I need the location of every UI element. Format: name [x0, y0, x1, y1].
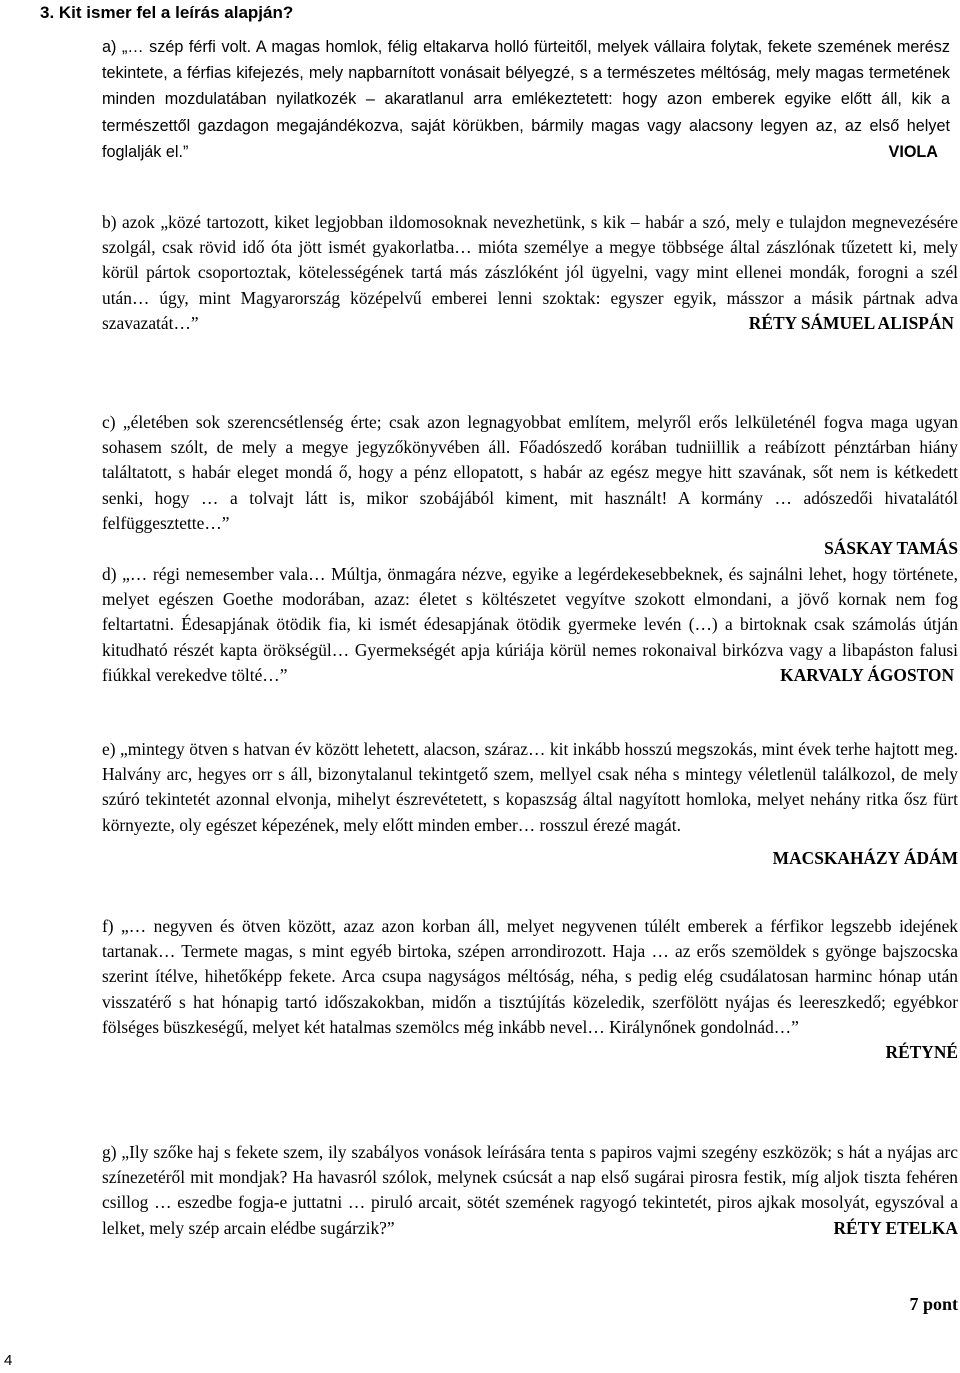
entry-e-name: MACSKAHÁZY ÁDÁM	[772, 847, 958, 868]
points-label: 7 pont	[909, 1294, 958, 1314]
entry-e	[102, 737, 958, 871]
entry-f-name: RÉTYNÉ	[885, 1042, 958, 1063]
entry-c-name: SÁSKAY TAMÁS	[824, 538, 958, 559]
entry-g-name: RÉTY ETELKA	[833, 1217, 958, 1238]
entry-a	[102, 34, 950, 165]
question-heading: 3. Kit ismer fel a leírás alapján?	[40, 3, 294, 22]
entry-b	[102, 210, 958, 336]
entry-d	[102, 562, 958, 688]
entry-g-text: g) „Ily szőke haj s fekete szem, ily szabályos vonások leírására tenta s papiros vajmi szegény eszközök; s hát a nyájas arc színezetéről mit mondjak? Ha havasról szólok, melynek csúcsát a nap első sugárai pirosra festik, míg aljok tiszta fehéren csillog … eszedbe fogja-e juttatni … piruló arcait, sötét szemének ragyogó tekintetét, piros ajkak mosolyát, egyszóval a lelket, mely szép arcain elédbe sugárzik?”	[102, 1142, 958, 1238]
entry-f-text: f) „… negyven és ötven között, azaz azon korban áll, melyet negyvenen túlélt emberek a férfikor legszebb idejének tartanak… Termete magas, s mint egyéb birtoka, szépen arrondirozott. Haja … az erős szemöldek s gyönge bajszocska szerint ítélve, hihetőképp fekete. Arca csupa nagyságos méltóság, néha, s pedig elég csudálatosan harminc hónap után visszatérő s hat hónapig tartó időszakokban, midőn a tisztújítás közeledik, szerfölött nyájas és leereszkedő; egyébkor fölséges büszkeségű, melyet két hatalmas szemölcs még inkább nevel… Királynőnek gondolnád…”	[102, 916, 958, 1037]
page-number: 4	[4, 1352, 13, 1369]
entry-e-text: e) „mintegy ötven s hatvan év között lehetett, alacson, száraz… kit inkább hosszú megszokás, mint évek terhe hajtott meg. Halvány arc, hegyes orr s áll, bizonytalanul tekintgető szem, mellyel csak néha s mintegy véletlenül találkozol, de mely szúró tekintetét azonnal elvonja, mihelyt észrevétetett, s kopaszság által nagyított homloka, melyet nehány ritka ősz fürt környezte, oly egészet képezének, mely előtt minden ember… rosszul érezé magát.	[102, 739, 958, 835]
entry-c-text: c) „életében sok szerencsétlenség érte; csak azon legnagyobbat említem, melyről erős lelkületénél fogva maga ugyan sohasem szólt, de mely a megye jegyzőkönyvében áll. Főadószedő korában tudniillik a reábízott pénztárban hiány találtatott, s habár eleget mondá ő, hogy a pénz ellopatott, s habár az egész megye hitt szavának, sőt nem is kétkedett senki, hogy … a tolvajt látt is, mikor szobájából kiment, mit használt! A kormány … adószedői hivatalától felfüggesztette…”	[102, 412, 958, 533]
entry-f	[102, 914, 958, 1065]
entry-b-text: b) azok „közé tartozott, kiket legjobban ildomosoknak nevezhetünk, s kik – habár a szó, mely e tulajdon megnevezésére szolgál, csak rövid idő óta jött ismét gyakorlatba… mióta személye a megye többsége által zászlónak tűzetett ki, mely körül pártok csoportoztak, kötelességének tartá más zászlóként jól ügyelni, vagy mint ellenei mondák, forogni a szél után… úgy, mint Magyarország középelvű emberei lenni szoktak: egyszer egyik, másszor a másik pártnak adva szavazatát…”	[102, 212, 958, 333]
entry-a-name: VIOLA	[888, 142, 938, 161]
entry-g	[102, 1140, 958, 1241]
entry-d-name: KARVALY ÁGOSTON	[780, 664, 954, 685]
entry-b-name: RÉTY SÁMUEL ALISPÁN	[748, 312, 954, 333]
entry-c	[102, 410, 958, 561]
entry-d-text: d) „… régi nemesember vala… Múltja, önmagára nézve, egyike a legérdekesebbeknek, és sajnálni lehet, hogy története, melyet egészen Goethe modorában, azaz: életet s költészetet vegyítve szokott elmondani, a jövő kornak nem fog feltartatni. Édesapjának ötödik fia, ki ismét édesapjának ötödik gyermeke levén (…) a birtoknak csak számolás útján kitudható részét kapta örökségül… Gyermekségét apja kúriája körül nemes rokonaival birkózva vagy a libapáston falusi fiúkkal verekedve tölté…”	[102, 564, 958, 685]
entry-a-text: a) „… szép férfi volt. A magas homlok, félig eltakarva holló fürteitől, melyek vállaira folytak, fekete szemének merész tekintete, a férfias kifejezés, mely napbarnított vonásait bélyegzé, s a természetes méltóság, mely magas termetének minden mozdulatában nyilatkozék – akaratlanul arra emlékeztetett: hogy azon emberek egyike előtt áll, kik a természettől gazdagon megajándékozva, saját körükben, bármily magas vagy alacsony legyen az, az első helyet foglalják el.”	[102, 38, 950, 161]
